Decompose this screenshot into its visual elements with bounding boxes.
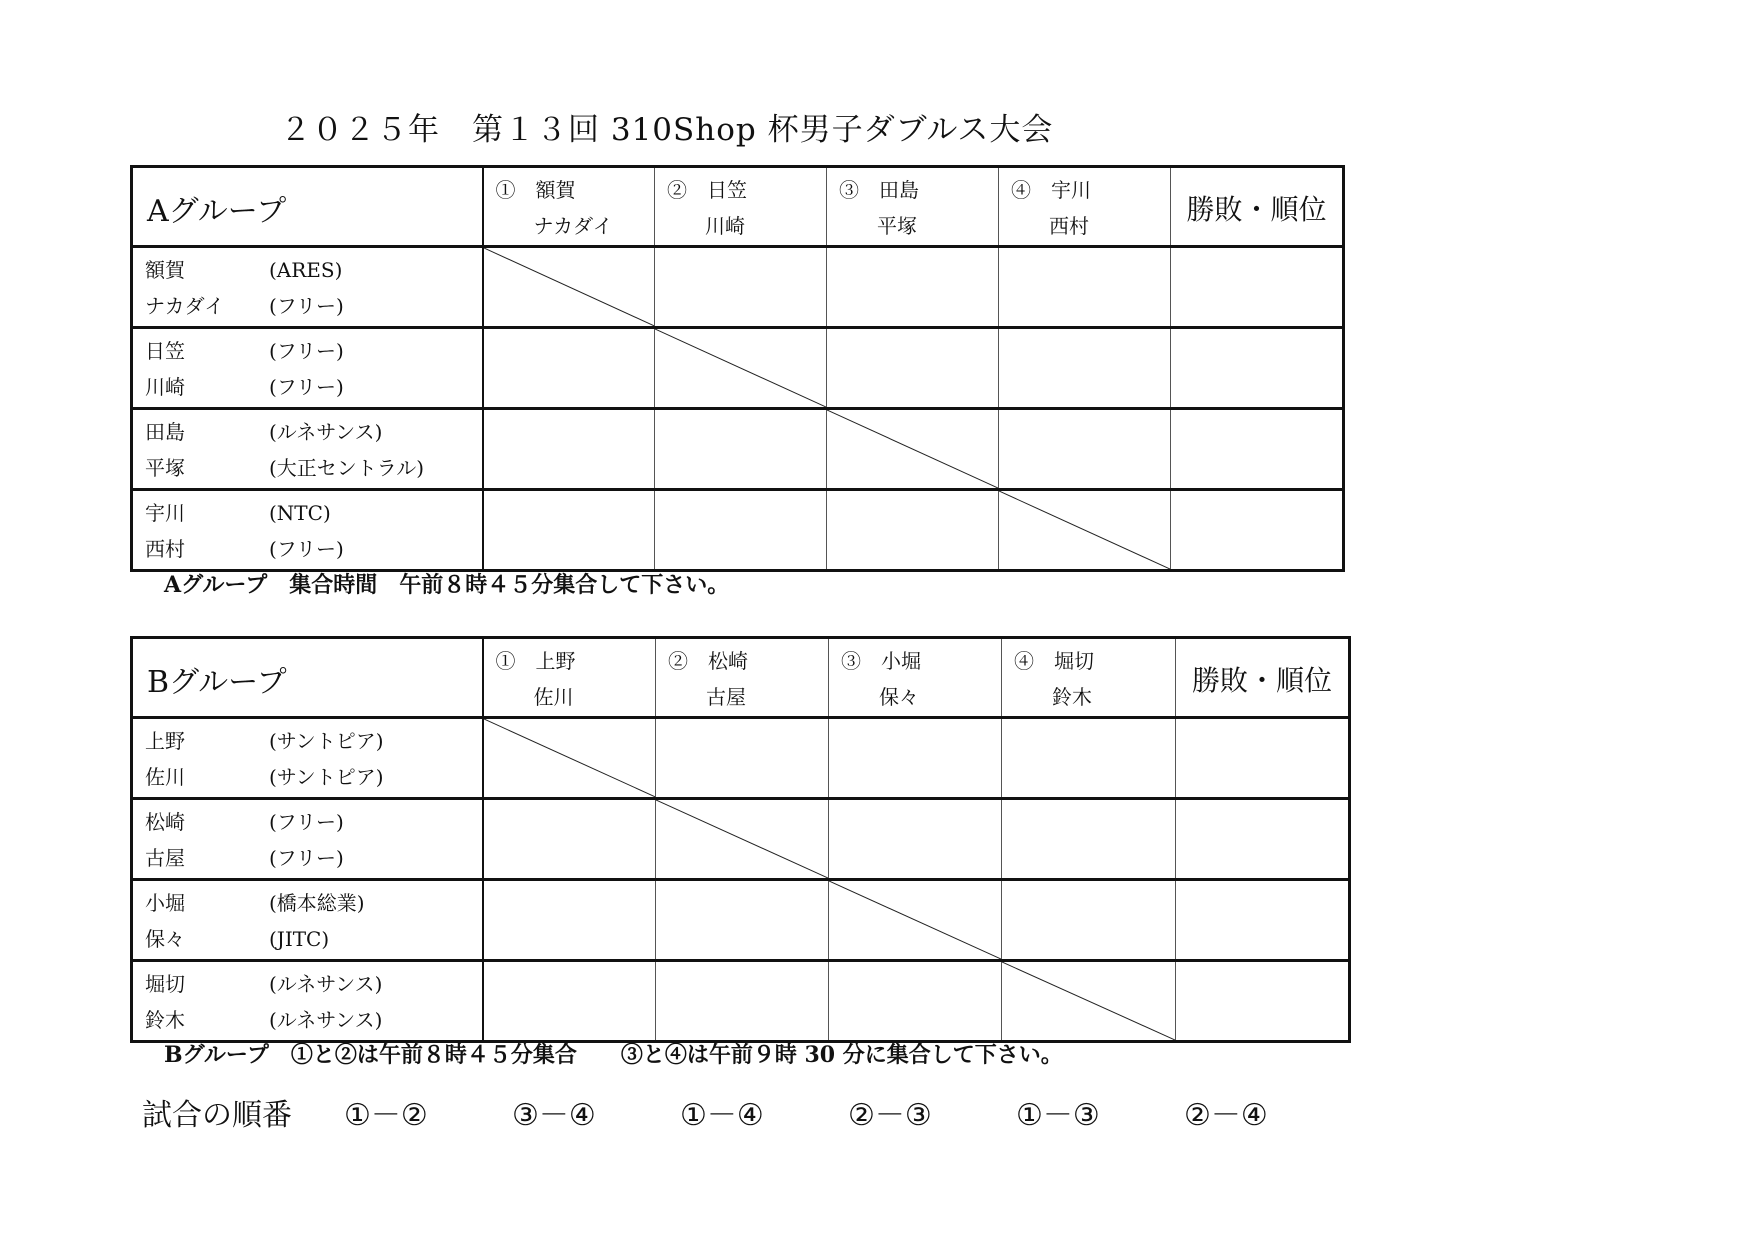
match-order-label: 試合の順番 <box>142 1098 292 1133</box>
score-cell[interactable] <box>827 247 999 328</box>
team-player-2: 保々 <box>145 927 185 951</box>
group-b-opponent-4 <box>1002 638 1176 718</box>
result-cell[interactable] <box>1171 328 1344 409</box>
match-order-item: ③－④ <box>512 1098 596 1133</box>
diagonal-line <box>829 881 1001 959</box>
group-a-name-cell <box>132 167 483 247</box>
group-b-result-header <box>1176 638 1350 718</box>
result-cell[interactable] <box>1176 880 1350 961</box>
document-title: ２０２５年 第１３回 310Shop 杯男子ダブルス大会 <box>280 112 1054 148</box>
team-cell <box>132 328 483 409</box>
group-a-opponent-3 <box>827 167 999 247</box>
team-club-1: (ルネサンス) <box>269 972 383 996</box>
opponent-player-2: 古屋 <box>706 685 746 709</box>
team-club-2: (フリー) <box>269 846 344 870</box>
result-cell[interactable] <box>1176 961 1350 1042</box>
team-player-2: 佐川 <box>145 765 185 789</box>
score-cell[interactable] <box>1002 718 1176 799</box>
team-cell <box>132 799 483 880</box>
diagonal-cell <box>483 247 655 328</box>
opponent-number: ① <box>495 178 516 202</box>
score-cell[interactable] <box>1002 880 1176 961</box>
team-club-1: (フリー) <box>269 339 344 363</box>
team-club-2: (フリー) <box>269 294 344 318</box>
group-b-table <box>130 636 1351 1043</box>
score-cell[interactable] <box>829 961 1002 1042</box>
team-player-2: 鈴木 <box>145 1008 185 1032</box>
opponent-number: ② <box>668 649 688 673</box>
diagonal-line <box>655 329 826 407</box>
team-player-2: 川崎 <box>145 375 185 399</box>
score-cell[interactable] <box>656 961 829 1042</box>
group-a-note: Aグループ 集合時間 午前８時４５分集合して下さい。 <box>164 572 730 598</box>
match-order-item: ②－③ <box>848 1098 932 1133</box>
score-cell[interactable] <box>999 328 1171 409</box>
score-cell[interactable] <box>999 247 1171 328</box>
diagonal-line <box>656 800 828 878</box>
team-club-1: (ARES) <box>269 258 343 282</box>
opponent-player-1: 上野 <box>535 649 576 673</box>
diagonal-line <box>1002 962 1175 1040</box>
opponent-player-2: 平塚 <box>877 214 917 238</box>
score-cell[interactable] <box>483 328 655 409</box>
opponent-number: ① <box>495 649 516 673</box>
team-player-2: ナカダイ <box>145 294 225 318</box>
diagonal-line <box>484 248 655 326</box>
team-player-2: 古屋 <box>145 846 185 870</box>
result-header-label: 勝敗・順位 <box>1186 193 1327 226</box>
diagonal-cell <box>1002 961 1176 1042</box>
table-row <box>132 247 1344 328</box>
opponent-player-2: 鈴木 <box>1052 685 1092 709</box>
score-cell[interactable] <box>827 328 999 409</box>
result-cell[interactable] <box>1171 247 1344 328</box>
match-order-item: ①－② <box>344 1098 428 1133</box>
team-player-1: 日笠 <box>145 339 185 363</box>
score-cell[interactable] <box>655 409 827 490</box>
team-player-1: 松崎 <box>145 810 185 834</box>
match-order <box>142 1090 1268 1134</box>
result-cell[interactable] <box>1171 490 1344 571</box>
team-club-1: (NTC) <box>269 501 331 525</box>
team-club-1: (ルネサンス) <box>269 420 383 444</box>
score-cell[interactable] <box>655 490 827 571</box>
team-club-1: (橋本総業) <box>269 891 365 915</box>
score-cell[interactable] <box>656 880 829 961</box>
result-cell[interactable] <box>1171 409 1344 490</box>
score-cell[interactable] <box>829 799 1002 880</box>
team-player-2: 平塚 <box>145 456 185 480</box>
diagonal-cell <box>827 409 999 490</box>
table-row <box>132 880 1350 961</box>
score-cell[interactable] <box>483 799 656 880</box>
team-club-2: (大正セントラル) <box>269 456 425 480</box>
group-a-opponent-2 <box>655 167 827 247</box>
score-cell[interactable] <box>655 247 827 328</box>
opponent-player-2: 保々 <box>879 685 919 709</box>
team-club-1: (サントピア) <box>269 729 384 753</box>
team-player-1: 堀切 <box>145 972 185 996</box>
table-row <box>132 718 1350 799</box>
opponent-player-2: 西村 <box>1049 214 1089 238</box>
team-cell <box>132 880 483 961</box>
team-club-1: (フリー) <box>269 810 344 834</box>
score-cell[interactable] <box>999 409 1171 490</box>
score-cell[interactable] <box>829 718 1002 799</box>
opponent-player-1: 堀切 <box>1054 649 1094 673</box>
score-cell[interactable] <box>483 490 655 571</box>
diagonal-cell <box>999 490 1171 571</box>
opponent-number: ③ <box>841 649 861 673</box>
opponent-player-1: 小堀 <box>881 649 921 673</box>
team-player-1: 額賀 <box>145 258 185 282</box>
diagonal-cell <box>483 718 656 799</box>
diagonal-cell <box>655 328 827 409</box>
team-cell <box>132 247 483 328</box>
score-cell[interactable] <box>656 718 829 799</box>
diagonal-cell <box>656 799 829 880</box>
score-cell[interactable] <box>1002 799 1176 880</box>
score-cell[interactable] <box>483 409 655 490</box>
diagonal-line <box>484 719 656 797</box>
opponent-player-2: 川崎 <box>705 214 745 238</box>
group-a-name: Aグループ <box>147 194 287 229</box>
team-club-2: (サントピア) <box>269 765 384 789</box>
opponent-number: ③ <box>839 178 859 202</box>
group-a-result-header <box>1171 167 1344 247</box>
result-cell[interactable] <box>1176 718 1350 799</box>
group-a-opponent-1 <box>483 167 655 247</box>
diagonal-cell <box>829 880 1002 961</box>
team-cell <box>132 961 483 1042</box>
group-b-name-cell <box>132 638 483 718</box>
group-b-opponent-2 <box>656 638 829 718</box>
table-row <box>132 328 1344 409</box>
opponent-player-1: 田島 <box>879 178 919 202</box>
team-player-1: 上野 <box>145 729 185 753</box>
diagonal-line <box>999 491 1170 569</box>
score-cell[interactable] <box>483 880 656 961</box>
team-player-1: 小堀 <box>145 891 185 915</box>
opponent-number: ④ <box>1014 649 1034 673</box>
opponent-number: ② <box>667 178 687 202</box>
score-cell[interactable] <box>827 490 999 571</box>
group-a-table <box>130 165 1345 572</box>
team-player-1: 宇川 <box>145 501 185 525</box>
score-cell[interactable] <box>483 961 656 1042</box>
team-club-2: (フリー) <box>269 375 344 399</box>
opponent-player-1: 日笠 <box>707 178 747 202</box>
diagonal-line <box>827 410 998 488</box>
team-cell <box>132 409 483 490</box>
match-order-item: ①－③ <box>1016 1098 1100 1133</box>
table-row <box>132 409 1344 490</box>
opponent-player-1: 松崎 <box>708 649 748 673</box>
team-cell <box>132 718 483 799</box>
match-order-item: ①－④ <box>680 1098 764 1133</box>
team-club-2: (JITC) <box>269 927 330 951</box>
opponent-player-1: 額賀 <box>535 178 576 202</box>
group-b-opponent-3 <box>829 638 1002 718</box>
group-b-name: Bグループ <box>147 665 287 700</box>
team-club-2: (フリー) <box>269 537 344 561</box>
group-a-opponent-4 <box>999 167 1171 247</box>
result-cell[interactable] <box>1176 799 1350 880</box>
opponent-player-2: 佐川 <box>533 685 574 709</box>
group-b-opponent-1 <box>483 638 656 718</box>
team-club-2: (ルネサンス) <box>269 1008 383 1032</box>
team-player-1: 田島 <box>145 420 185 444</box>
team-player-2: 西村 <box>145 537 185 561</box>
table-row <box>132 961 1350 1042</box>
opponent-player-1: 宇川 <box>1051 178 1091 202</box>
match-order-item: ②－④ <box>1184 1098 1268 1133</box>
opponent-player-2: ナカダイ <box>533 214 613 238</box>
opponent-number: ④ <box>1011 178 1031 202</box>
table-row <box>132 799 1350 880</box>
group-b-note: Bグループ ①と②は午前８時４５分集合 ③と④は午前９時 30 分に集合して下さい。 <box>164 1042 1063 1068</box>
result-header-label: 勝敗・順位 <box>1191 664 1332 697</box>
table-row <box>132 490 1344 571</box>
team-cell <box>132 490 483 571</box>
